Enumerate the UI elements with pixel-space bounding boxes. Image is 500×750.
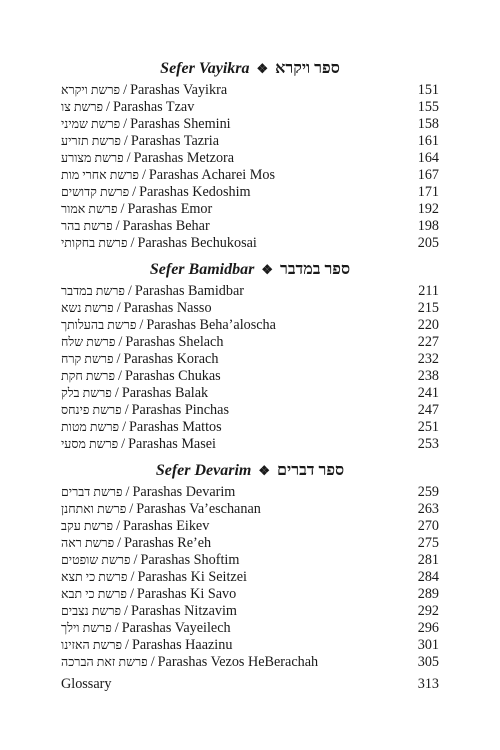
toc-entry-title: [61, 184, 251, 201]
toc-entry-title: [61, 637, 232, 654]
parasha-name-en: Parashas Shemini: [130, 116, 231, 132]
title-separator: /: [123, 82, 128, 98]
page-number: 232: [417, 351, 439, 367]
parasha-name-en: Parashas Shelach: [125, 334, 224, 350]
toc-entry[interactable]: [61, 586, 439, 603]
parasha-name-he: פרשת בלק: [61, 386, 112, 400]
toc-entry-title: [61, 518, 209, 535]
toc-entry-title: [61, 368, 221, 385]
page-number: 192: [417, 201, 439, 217]
page-number: 251: [417, 419, 439, 435]
title-separator: /: [116, 300, 121, 316]
title-separator: /: [124, 603, 128, 619]
section-heading: [61, 458, 439, 484]
toc-entry-title: [61, 501, 261, 518]
parasha-name-en: Parashas Shoftim: [140, 552, 240, 568]
parasha-name-en: Parashas Metzora: [133, 150, 235, 166]
diamond-ornament-icon: ❖: [258, 463, 271, 478]
toc-entry[interactable]: [61, 334, 439, 351]
section-devarim: [61, 458, 439, 671]
toc-entry[interactable]: [61, 620, 439, 637]
toc-entry[interactable]: [61, 535, 439, 552]
parasha-name-he: פרשת נשא: [61, 301, 114, 315]
page-number: 211: [418, 283, 439, 299]
parasha-name-en: Parashas Tzav: [113, 99, 195, 115]
parasha-name-he: פרשת בחקותי: [61, 236, 128, 250]
parasha-name-he: פרשת במדבר: [61, 284, 125, 298]
toc-entry[interactable]: [61, 436, 439, 453]
parasha-name-en: Parashas Nasso: [123, 300, 212, 316]
parasha-name-en: Parashas Nitzavim: [130, 603, 237, 619]
title-separator: /: [106, 99, 110, 115]
toc-entry-title: [61, 201, 212, 218]
title-separator: /: [130, 569, 135, 585]
parasha-name-en: Parashas Ki Seitzei: [137, 569, 247, 585]
toc-entry-title: [61, 385, 208, 402]
parasha-name-he: פרשת כי תבא: [61, 587, 127, 601]
parasha-name-he: פרשת בהעלותך: [61, 318, 137, 332]
section-bamidbar: [61, 257, 439, 453]
section-title-en: Sefer Bamidbar: [149, 261, 255, 278]
toc-entry[interactable]: [61, 419, 439, 436]
toc-entry[interactable]: [61, 317, 439, 334]
parasha-name-he: פרשת פינחס: [61, 403, 122, 417]
parasha-name-en: Parashas Balak: [121, 385, 209, 401]
toc-entry[interactable]: [61, 603, 439, 620]
toc-entry-title: [61, 484, 235, 501]
section-heading: [61, 257, 439, 283]
parasha-name-en: Parashas Bamidbar: [134, 283, 244, 299]
title-separator: /: [117, 535, 122, 551]
page-number: 281: [417, 552, 439, 568]
page-number: 263: [417, 501, 439, 517]
toc-entry-title: [61, 552, 239, 569]
page-number: 275: [417, 535, 439, 551]
parasha-name-he: פרשת עקב: [61, 519, 114, 533]
page-number: 253: [417, 436, 439, 452]
parasha-name-en: Parashas Emor: [127, 201, 213, 217]
parasha-name-en: Parashas Acharei Mos: [148, 167, 276, 183]
page-number: 198: [417, 218, 439, 234]
page-number: 161: [417, 133, 439, 149]
parasha-name-he: פרשת ואתחנן: [61, 502, 127, 516]
page-number: 247: [417, 402, 439, 418]
page-number: 301: [417, 637, 439, 653]
page-number: 167: [417, 167, 439, 183]
page-number: 151: [417, 82, 439, 98]
parasha-name-he: פרשת בהר: [61, 219, 113, 233]
parasha-name-he: פרשת מטות: [61, 420, 120, 434]
parasha-name-en: Parashas Chukas: [124, 368, 221, 384]
page-number: 227: [417, 334, 439, 350]
title-separator: /: [125, 637, 129, 653]
toc-entry[interactable]: [61, 552, 439, 569]
parasha-name-he: פרשת זאת הברכה: [61, 655, 148, 669]
parasha-name-en: Parashas Beha’aloscha: [146, 317, 276, 333]
toc-entry[interactable]: [61, 402, 439, 419]
parasha-name-en: Parashas Vezos HeBerachah: [157, 654, 319, 670]
toc-entry-title: [61, 351, 218, 368]
section-title-en: Sefer Vayikra: [160, 60, 250, 77]
toc-entry[interactable]: [61, 501, 439, 518]
title-separator: /: [118, 334, 123, 350]
parasha-name-en: Parashas Haazinu: [131, 637, 233, 653]
toc-entry-title: [61, 419, 222, 436]
parasha-name-he: פרשת תזריע: [61, 134, 121, 148]
toc-entry-title: [61, 235, 257, 252]
parasha-name-he: פרשת ויקרא: [61, 83, 121, 97]
toc-entry[interactable]: [61, 569, 439, 586]
toc-entry-title: [61, 620, 231, 637]
toc-entry[interactable]: [61, 484, 439, 501]
parasha-name-en: Parashas Korach: [123, 351, 219, 367]
title-separator: /: [141, 167, 146, 183]
page-number: 296: [417, 620, 439, 636]
page-number: 241: [417, 385, 439, 401]
toc-entry[interactable]: [61, 654, 439, 671]
toc-entry[interactable]: [61, 235, 439, 252]
toc-entry-title: [61, 334, 223, 351]
parasha-name-en: Parashas Pinchas: [131, 402, 229, 418]
toc-entry-title: [61, 436, 216, 453]
diamond-ornament-icon: ❖: [261, 262, 273, 277]
toc-entry[interactable]: [61, 150, 439, 167]
title-separator: /: [116, 351, 121, 367]
toc-entry-title: [61, 569, 247, 586]
title-separator: /: [122, 419, 127, 435]
title-separator: /: [139, 317, 144, 333]
parasha-name-he: פרשת ראה: [61, 536, 115, 550]
toc-entry[interactable]: [61, 167, 439, 184]
page-number: 238: [417, 368, 439, 384]
title-separator: /: [123, 116, 128, 132]
parasha-name-en: Parashas Masei: [128, 436, 216, 452]
toc-entry[interactable]: [61, 300, 439, 317]
parasha-name-en: Parashas Mattos: [129, 419, 222, 435]
parasha-name-en: Parashas Devarim: [132, 484, 236, 500]
title-separator: /: [118, 368, 122, 384]
title-separator: /: [125, 484, 130, 500]
toc-entry-title: [61, 82, 227, 99]
parasha-name-he: פרשת חקת: [61, 369, 115, 383]
section-title-he: ספר ויקרא: [275, 60, 340, 77]
page-number: 215: [417, 300, 439, 316]
title-separator: /: [124, 402, 129, 418]
toc-entry-title: [61, 99, 194, 116]
title-separator: /: [115, 218, 120, 234]
toc-entry[interactable]: [61, 637, 439, 654]
parasha-name-he: פרשת אחרי מות: [61, 168, 139, 182]
parasha-name-en: Parashas Re’eh: [124, 535, 212, 551]
parasha-name-en: Parashas Ki Savo: [136, 586, 237, 602]
page-number: 205: [417, 235, 439, 251]
title-separator: /: [114, 620, 119, 636]
parasha-name-he: פרשת שלח: [61, 335, 116, 349]
title-separator: /: [121, 436, 126, 452]
toc-entry-title: [61, 317, 276, 334]
toc-entry[interactable]: [61, 283, 439, 300]
parasha-name-he: פרשת מצורע: [61, 151, 124, 165]
title-separator: /: [127, 283, 132, 299]
parasha-name-he: פרשת שמיני: [61, 117, 121, 131]
parasha-name-he: פרשת שופטים: [61, 553, 131, 567]
parasha-name-en: Parashas Bechukosai: [137, 235, 257, 251]
toc-entry-title: [61, 167, 275, 184]
toc-entry[interactable]: [61, 518, 439, 535]
toc-entry-title: [61, 654, 318, 671]
glossary-page-number: 313: [417, 676, 439, 692]
title-separator: /: [133, 552, 138, 568]
toc-list: [61, 283, 439, 453]
section-title-he: ספר דברים: [277, 462, 345, 479]
page-number: 259: [417, 484, 439, 500]
parasha-name-en: Parashas Behar: [122, 218, 210, 234]
parasha-name-en: Parashas Kedoshim: [139, 184, 251, 200]
title-separator: /: [130, 235, 135, 251]
toc-entry[interactable]: [61, 99, 439, 116]
page-number: 171: [417, 184, 439, 200]
section-heading: [61, 56, 439, 82]
toc-entry[interactable]: [61, 385, 439, 402]
page-number: 292: [417, 603, 439, 619]
title-separator: /: [129, 501, 134, 517]
toc-entry[interactable]: [61, 201, 439, 218]
toc-entry-title: [61, 133, 219, 150]
parasha-name-he: פרשת קרח: [61, 352, 114, 366]
toc-list: [61, 82, 439, 252]
toc-entry-title: [61, 283, 244, 300]
toc-entry-title: [61, 603, 237, 620]
section-title-en: Sefer Devarim: [155, 462, 252, 479]
title-separator: /: [116, 518, 121, 534]
parasha-name-he: פרשת צו: [61, 100, 104, 114]
page-number: 284: [417, 569, 439, 585]
toc-entry[interactable]: [61, 133, 439, 150]
parasha-name-en: Parashas Tazria: [130, 133, 220, 149]
parasha-name-he: פרשת האזינו: [61, 638, 123, 652]
title-separator: /: [123, 133, 128, 149]
toc-entry[interactable]: [61, 218, 439, 235]
title-separator: /: [114, 385, 119, 401]
toc-entry[interactable]: [61, 82, 439, 99]
toc-entry[interactable]: [61, 368, 439, 385]
parasha-name-en: Parashas Vayikra: [130, 82, 228, 98]
page-number: 164: [417, 150, 439, 166]
parasha-name-he: פרשת מסעי: [61, 437, 119, 451]
page-number: 305: [417, 654, 439, 670]
glossary-label: Glossary: [61, 676, 112, 692]
parasha-name-en: Parashas Vayeilech: [121, 620, 231, 636]
parasha-name-he: פרשת נצבים: [61, 604, 122, 618]
toc-entry[interactable]: [61, 116, 439, 133]
toc-entry[interactable]: [61, 351, 439, 368]
toc-entry-title: [61, 116, 231, 133]
parasha-name-he: פרשת קדושים: [61, 185, 130, 199]
toc-entry-title: [61, 535, 211, 552]
toc-list: [61, 484, 439, 671]
section-vayikra: [61, 56, 439, 252]
page-number: 289: [417, 586, 439, 602]
parasha-name-he: פרשת דברים: [61, 485, 123, 499]
table-of-contents: [61, 56, 439, 693]
title-separator: /: [126, 150, 131, 166]
page-number: 220: [417, 317, 439, 333]
toc-entry-title: [61, 150, 234, 167]
toc-entry-glossary[interactable]: [61, 676, 439, 693]
parasha-name-he: פרשת אמור: [61, 202, 118, 216]
title-separator: /: [150, 654, 155, 670]
toc-entry-title: [61, 402, 229, 419]
toc-entry-title: [61, 586, 236, 603]
page-number: 270: [417, 518, 439, 534]
parasha-name-he: פרשת וילך: [61, 621, 112, 635]
title-separator: /: [129, 586, 134, 602]
page-number: 158: [417, 116, 439, 132]
section-title-he: ספר במדבר: [279, 261, 351, 278]
parasha-name-en: Parashas Va’eschanan: [136, 501, 261, 517]
parasha-name-he: פרשת כי תצא: [61, 570, 128, 584]
parasha-name-en: Parashas Eikev: [123, 518, 210, 534]
title-separator: /: [120, 201, 125, 217]
toc-entry-title: [61, 218, 210, 235]
title-separator: /: [132, 184, 137, 200]
page-number: 155: [417, 99, 439, 115]
diamond-ornament-icon: ❖: [256, 61, 269, 76]
toc-entry[interactable]: [61, 184, 439, 201]
toc-entry-title: [61, 300, 212, 317]
